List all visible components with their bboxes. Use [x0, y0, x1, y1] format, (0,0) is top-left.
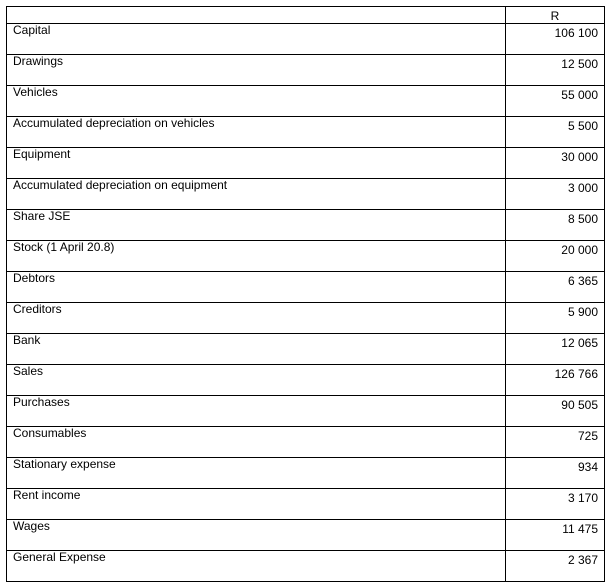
row-amount: 11 475: [562, 522, 598, 536]
row-label: Equipment: [13, 147, 71, 161]
row-label-cell: [7, 551, 506, 582]
row-amount-cell: [506, 551, 605, 582]
currency-header-cell: [506, 7, 605, 24]
row-label-cell: [7, 489, 506, 520]
row-amount-cell: [506, 86, 605, 117]
row-amount: 55 000: [561, 88, 598, 102]
row-amount-cell: [506, 458, 605, 489]
trial-balance-table: [6, 6, 605, 582]
row-label-cell: [7, 55, 506, 86]
row-amount-cell: [506, 210, 605, 241]
table-row: [7, 303, 605, 334]
row-label-cell: [7, 365, 506, 396]
row-amount: 725: [577, 429, 598, 443]
row-amount: 2 367: [567, 553, 598, 567]
row-amount: 5 500: [567, 119, 598, 133]
row-amount: 106 100: [554, 26, 598, 40]
table-row: [7, 86, 605, 117]
table-row: [7, 117, 605, 148]
table-row: [7, 272, 605, 303]
row-amount-cell: [506, 489, 605, 520]
row-label-cell: [7, 179, 506, 210]
row-amount: 12 500: [561, 57, 598, 71]
row-label: Capital: [13, 23, 51, 37]
table-header-row: [7, 7, 605, 24]
table-row: [7, 489, 605, 520]
row-label: Debtors: [13, 271, 56, 285]
table-row: [7, 24, 605, 55]
table-row: [7, 241, 605, 272]
row-amount-cell: [506, 24, 605, 55]
row-label-cell: [7, 210, 506, 241]
table-row: [7, 458, 605, 489]
table-row: [7, 334, 605, 365]
row-amount: 12 065: [561, 336, 598, 350]
row-amount-cell: [506, 272, 605, 303]
header-label-cell: [7, 7, 506, 24]
row-label-cell: [7, 86, 506, 117]
row-label: Share JSE: [13, 209, 71, 223]
row-amount-cell: [506, 427, 605, 458]
row-amount-cell: [506, 117, 605, 148]
row-label: Drawings: [13, 54, 64, 68]
row-amount: 8 500: [567, 212, 598, 226]
row-label-cell: [7, 24, 506, 55]
row-amount-cell: [506, 303, 605, 334]
row-label: Vehicles: [13, 85, 58, 99]
table-row: [7, 148, 605, 179]
row-label-cell: [7, 148, 506, 179]
row-amount-cell: [506, 520, 605, 551]
row-label: Purchases: [13, 395, 70, 409]
row-label-cell: [7, 272, 506, 303]
row-amount: 126 766: [554, 367, 598, 381]
row-amount: 5 900: [567, 305, 598, 319]
row-label-cell: [7, 241, 506, 272]
row-label-cell: [7, 520, 506, 551]
row-amount: 3 170: [567, 491, 598, 505]
row-amount: 90 505: [561, 398, 598, 412]
table-row: [7, 365, 605, 396]
row-amount: 934: [577, 460, 598, 474]
table-row: [7, 427, 605, 458]
row-label: Stock (1 April 20.8): [13, 240, 115, 254]
table-row: [7, 551, 605, 582]
table-row: [7, 210, 605, 241]
row-amount-cell: [506, 241, 605, 272]
row-amount: 20 000: [561, 243, 598, 257]
row-amount-cell: [506, 396, 605, 427]
row-amount: 30 000: [561, 150, 598, 164]
row-label: Wages: [13, 519, 50, 533]
row-label: Consumables: [13, 426, 87, 440]
row-label-cell: [7, 334, 506, 365]
row-label: Rent income: [13, 488, 81, 502]
row-label: Bank: [13, 333, 41, 347]
row-label-cell: [7, 458, 506, 489]
row-amount-cell: [506, 148, 605, 179]
row-label: General Expense: [13, 550, 106, 564]
row-amount: 3 000: [567, 181, 598, 195]
row-label-cell: [7, 303, 506, 334]
row-label-cell: [7, 117, 506, 148]
table-row: [7, 396, 605, 427]
row-label: Accumulated depreciation on equipment: [13, 178, 228, 192]
row-label: Sales: [13, 364, 44, 378]
row-amount-cell: [506, 334, 605, 365]
row-label: Creditors: [13, 302, 62, 316]
row-label-cell: [7, 396, 506, 427]
row-amount-cell: [506, 365, 605, 396]
row-amount-cell: [506, 179, 605, 210]
row-amount-cell: [506, 55, 605, 86]
table-row: [7, 179, 605, 210]
row-label-cell: [7, 427, 506, 458]
row-amount: 6 365: [567, 274, 598, 288]
currency-header: R: [550, 9, 560, 23]
row-label: Accumulated depreciation on vehicles: [13, 116, 215, 130]
row-label: Stationary expense: [13, 457, 116, 471]
table-row: [7, 520, 605, 551]
table-row: [7, 55, 605, 86]
